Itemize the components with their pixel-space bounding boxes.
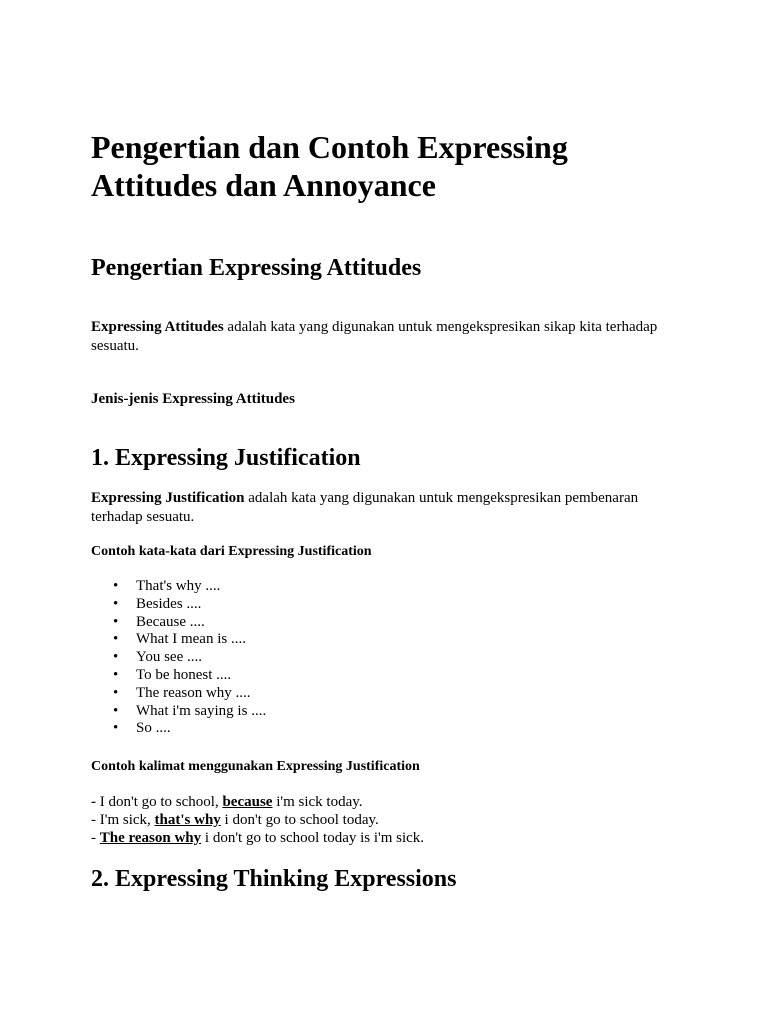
justification-words-list <box>91 578 266 738</box>
list-item: • So .... <box>136 720 266 738</box>
list-item: • What I mean is .... <box>136 631 266 649</box>
attitudes-term: Expressing Attitudes <box>91 319 224 335</box>
list-item: • That's why .... <box>136 578 266 596</box>
list-item: • To be honest .... <box>136 667 266 685</box>
attitudes-definition-text: adalah kata yang digunakan untuk mengekspresikan sikap kita terhadap sesuatu. <box>91 319 658 354</box>
list-item: • What i'm saying is .... <box>136 703 266 721</box>
page-title: Pengertian dan Contoh Expressing Attitudes dan Annoyance <box>91 129 568 203</box>
justification-words-heading: Contoh kata-kata dari Expressing Justification <box>91 544 372 559</box>
list-item: • The reason why .... <box>136 685 266 703</box>
section-heading-attitudes: Pengertian Expressing Attitudes <box>91 255 422 281</box>
justification-sentences <box>91 793 424 847</box>
types-heading: Jenis-jenis Expressing Attitudes <box>91 391 295 407</box>
key-phrase: because <box>222 794 273 810</box>
key-phrase: The reason why <box>99 830 202 846</box>
list-item: • You see .... <box>136 649 266 667</box>
list-item: • Because .... <box>136 614 266 632</box>
attitudes-definition <box>91 318 681 356</box>
example-sentence-3: - The reason why i don't go to school today is i'm sick. <box>91 830 425 846</box>
example-sentence-2: - I'm sick, that's why i don't go to school today. <box>91 812 379 828</box>
list-item: • Besides .... <box>136 596 266 614</box>
justification-definition <box>91 489 681 527</box>
key-phrase: that's why <box>154 812 221 828</box>
justification-term: Expressing Justification <box>91 490 245 506</box>
justification-sentences-heading: Contoh kalimat menggunakan Expressing Justification <box>91 759 420 774</box>
justification-heading: 1. Expressing Justification <box>91 445 361 471</box>
example-sentence-1: - I don't go to school, because i'm sick today. <box>91 794 363 810</box>
justification-definition-text: adalah kata yang digunakan untuk mengekspresikan pembenaran terhadap sesuatu. <box>91 490 639 525</box>
thinking-heading: 2. Expressing Thinking Expressions <box>91 866 457 892</box>
